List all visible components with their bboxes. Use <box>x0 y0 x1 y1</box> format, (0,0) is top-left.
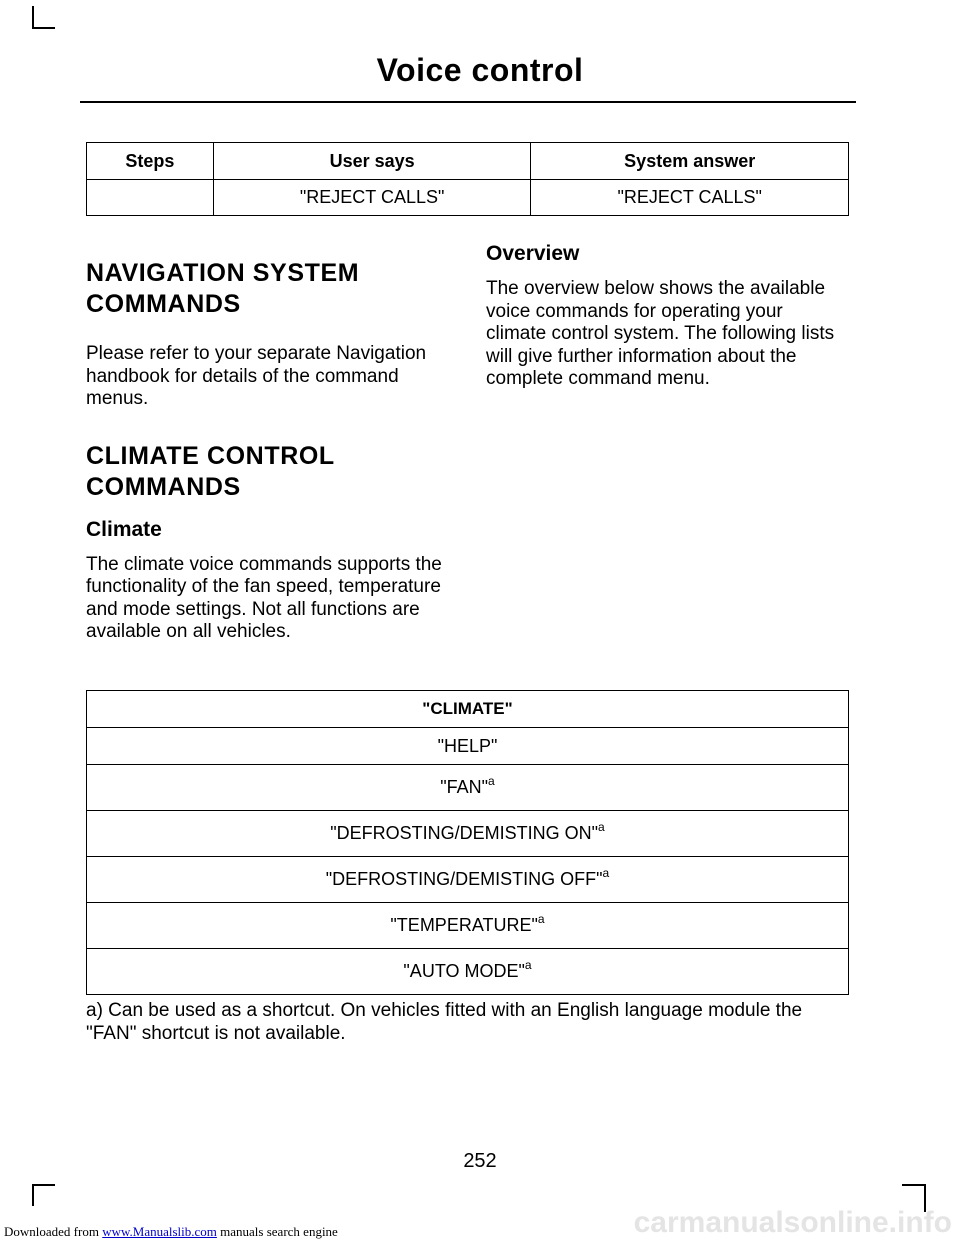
command-text: "FAN" <box>440 777 489 797</box>
climate-commands-heading <box>86 441 446 503</box>
header-user-says: User says <box>213 143 531 180</box>
header-system-answer: System answer <box>531 143 849 180</box>
nav-commands-paragraph: Please refer to your separate Navigation handbook for details of the command menus. <box>86 343 427 409</box>
left-column <box>86 258 446 644</box>
climate-commands-table <box>86 690 849 995</box>
heading-line: COMMANDS <box>86 290 241 318</box>
command-text: "AUTO MODE" <box>403 961 525 981</box>
command-text: "HELP" <box>437 735 498 756</box>
climate-header: "CLIMATE" <box>87 691 849 728</box>
table-row <box>87 903 849 949</box>
footnote-marker: a <box>537 912 545 926</box>
heading-line: COMMANDS <box>86 472 241 501</box>
crop-mark <box>32 1184 34 1206</box>
command-text: "DEFROSTING/DEMISTING OFF" <box>325 869 603 889</box>
climate-subheading: Climate <box>86 517 162 541</box>
command-cell <box>87 903 849 949</box>
table-row <box>87 949 849 995</box>
page-title: Voice control <box>376 52 584 88</box>
manualslib-link[interactable]: www.Manualslib.com <box>102 1224 217 1239</box>
command-text: "DEFROSTING/DEMISTING ON" <box>330 823 599 843</box>
page-number: 252 <box>463 1150 497 1172</box>
table-row <box>87 811 849 857</box>
table-footnote: a) Can be used as a shortcut. On vehicles fitted with an English language module the "FAN" shortcut is not available. <box>86 1000 803 1044</box>
footnote-marker: a <box>602 866 610 880</box>
table-header-row <box>87 143 849 180</box>
cell-steps <box>87 180 214 216</box>
crop-mark <box>32 6 34 29</box>
crop-mark <box>902 1184 925 1186</box>
title-divider <box>80 101 856 103</box>
footnote-marker: a <box>598 820 605 834</box>
steps-table <box>86 142 849 216</box>
nav-commands-heading <box>86 258 446 320</box>
table-row <box>87 857 849 903</box>
command-cell <box>87 765 849 811</box>
command-cell <box>87 811 849 857</box>
table-row <box>87 765 849 811</box>
command-cell <box>87 857 849 903</box>
command-cell <box>87 949 849 995</box>
crop-mark <box>32 27 55 29</box>
right-column <box>486 240 846 391</box>
overview-heading: Overview <box>486 242 580 265</box>
table-header-row <box>87 691 849 728</box>
heading-line: CLIMATE CONTROL <box>86 441 335 470</box>
footnote-marker: a <box>524 958 532 972</box>
cell-system-answer: "REJECT CALLS" <box>531 180 849 216</box>
overview-paragraph: The overview below shows the available voice commands for operating your climate control system. The following lists will give further information about the complete command menu. <box>486 278 835 389</box>
footer-suffix: manuals search engine <box>220 1224 338 1239</box>
crop-mark <box>32 1184 55 1186</box>
cell-user-says: "REJECT CALLS" <box>213 180 531 216</box>
climate-paragraph: The climate voice commands supports the functionality of the fan speed, temperature and mode settings. Not all functions are available on all vehicles. <box>86 553 442 642</box>
table-row <box>87 728 849 765</box>
heading-line: NAVIGATION SYSTEM <box>86 259 360 287</box>
table-row <box>87 180 849 216</box>
download-footer <box>4 1224 338 1240</box>
watermark-text: carmanualsonline.info <box>633 1206 952 1239</box>
command-text: "TEMPERATURE" <box>390 915 538 935</box>
footer-prefix: Downloaded from <box>4 1224 99 1239</box>
header-steps: Steps <box>87 143 214 180</box>
footnote-marker: a <box>488 774 495 788</box>
command-cell <box>87 728 849 765</box>
